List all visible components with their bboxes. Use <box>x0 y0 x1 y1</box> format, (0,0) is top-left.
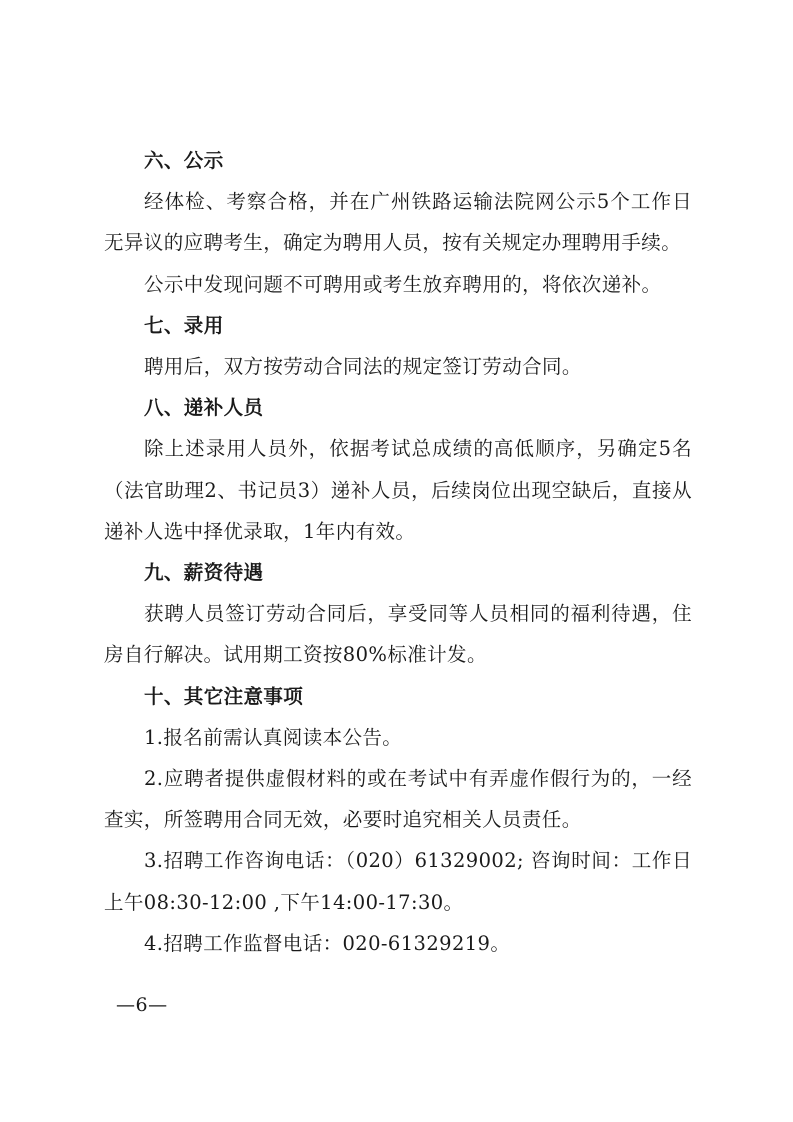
section-heading-notes: 十、其它注意事项 <box>144 684 304 708</box>
note-item-1: 1.报名前需认真阅读本公告。 <box>144 725 403 749</box>
paragraph-employment-1: 聘用后，双方按劳动合同法的规定签订劳动合同。 <box>144 355 582 379</box>
section-heading-employment: 七、录用 <box>144 313 224 337</box>
note-item-3: 3.招聘工作咨询电话：（020）61329002; 咨询时间：工作日上午08:30-12:00 ,下午14:00-17:30。 <box>104 849 692 914</box>
note-item-4: 4.招聘工作监督电话：020-61329219。 <box>144 931 511 955</box>
paragraph-substitutes-1: 除上述录用人员外，依据考试总成绩的高低顺序，另确定5名（法官助理2、书记员3）递补人员，后续岗位出现空缺后，直接从递补人选中择优录取，1年内有效。 <box>104 437 692 543</box>
section-heading-salary: 九、薪资待遇 <box>144 561 264 585</box>
paragraph-publicity-1: 经体检、考察合格，并在广州铁路运输法院网公示5个工作日无异议的应聘考生，确定为聘用人员，按有关规定办理聘用手续。 <box>104 190 692 255</box>
section-heading-publicity: 六、公示 <box>144 149 224 172</box>
document-body <box>104 140 692 964</box>
note-item-2: 2.应聘者提供虚假材料的或在考试中有弄虚作假行为的，一经查实，所签聘用合同无效，必要时追究相关人员责任。 <box>104 767 692 832</box>
paragraph-publicity-2: 公示中发现问题不可聘用或考生放弃聘用的，将依次递补。 <box>144 272 662 296</box>
page-number: —6— <box>116 994 168 1016</box>
paragraph-salary-1: 获聘人员签订劳动合同后，享受同等人员相同的福利待遇，住房自行解决。试用期工资按80%标准计发。 <box>104 602 692 667</box>
section-heading-substitutes: 八、递补人员 <box>144 396 264 420</box>
